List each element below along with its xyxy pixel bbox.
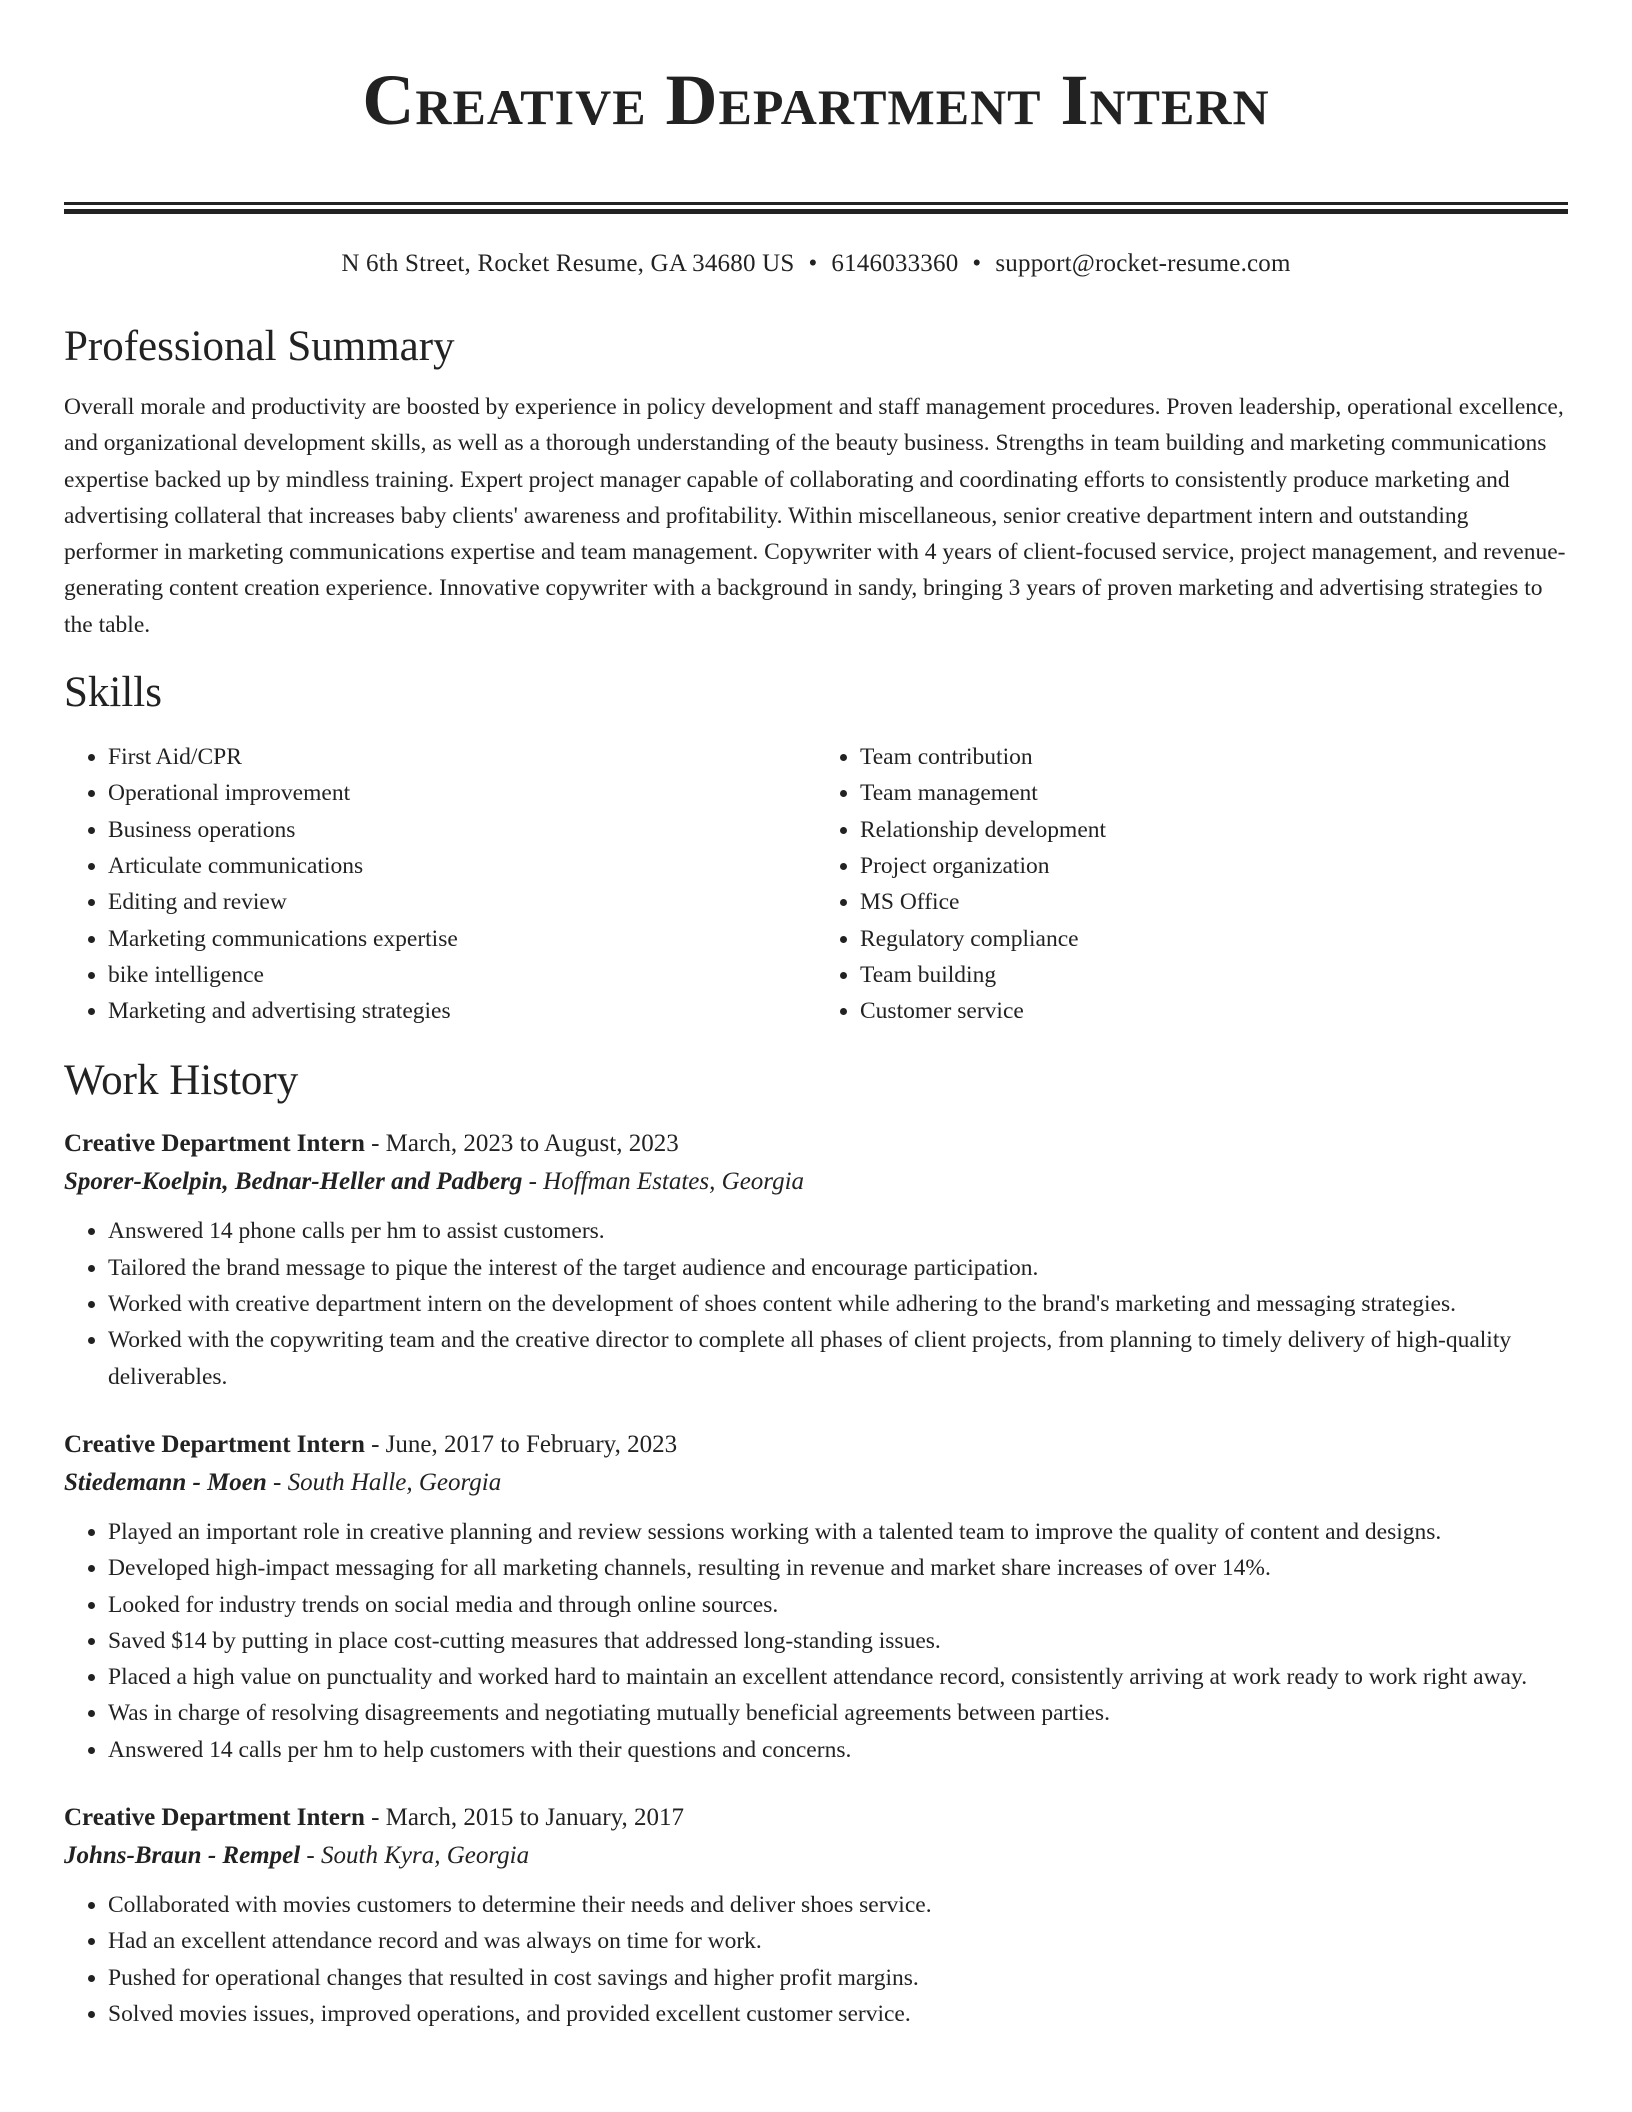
job-location: - South Kyra, Georgia	[300, 1842, 530, 1870]
job-bullet: • Developed high-impact messaging for all marketing channels, resulting in revenue and market share increases of over 14%.	[108, 1550, 1568, 1586]
job-bullet: • Played an important role in creative planning and review sessions working with a talented team to improve the quality of content and designs.	[108, 1514, 1568, 1550]
job-title: Creative Department Intern	[64, 1804, 365, 1832]
job-dates: - March, 2015 to January, 2017	[364, 1804, 684, 1832]
job-bullet: • Placed a high value on punctuality and worked hard to maintain an excellent attendance record, consistently arriving at work ready to work right away.	[108, 1659, 1568, 1695]
skill-item: • Regulatory compliance	[860, 921, 1568, 957]
skill-item: • Team contribution	[860, 739, 1568, 775]
job-title: Creative Department Intern	[64, 1130, 365, 1158]
job-bullets	[64, 1514, 1568, 1768]
work-history-heading: Work History	[64, 1057, 299, 1105]
skill-item: • Team management	[860, 775, 1568, 811]
skill-item: • Project organization	[860, 848, 1568, 884]
contact-email: support@rocket-resume.com	[995, 250, 1291, 277]
job-bullet: • Solved movies issues, improved operations, and provided excellent customer service.	[108, 1996, 1568, 2032]
job-bullet: • Looked for industry trends on social media and through online sources.	[108, 1587, 1568, 1623]
job-entry	[64, 1125, 1568, 1394]
skill-item: • Articulate communications	[108, 848, 816, 884]
contact-line	[64, 247, 1568, 281]
job-bullet: • Had an excellent attendance record and was always on time for work.	[108, 1923, 1568, 1959]
job-company-line	[64, 1464, 1568, 1502]
summary-heading: Professional Summary	[64, 323, 455, 370]
skill-item: • bike intelligence	[108, 957, 816, 993]
job-bullet: • Saved $14 by putting in place cost-cutting measures that addressed long-standing issues.	[108, 1623, 1568, 1659]
job-title-line	[64, 1125, 1568, 1163]
job-bullet: • Tailored the brand message to pique the interest of the target audience and encourage participation.	[108, 1250, 1568, 1286]
skill-item: • Business operations	[108, 812, 816, 848]
skill-item: • First Aid/CPR	[108, 739, 816, 775]
resume-name: Creative Department Intern	[362, 60, 1270, 140]
job-company: Sporer-Koelpin, Bednar-Heller and Padberg	[64, 1168, 523, 1196]
job-bullets	[64, 1213, 1568, 1394]
skill-item: • Operational improvement	[108, 775, 816, 811]
job-location: - South Halle, Georgia	[266, 1468, 502, 1496]
title-divider	[64, 202, 1568, 214]
job-title-line	[64, 1799, 1568, 1837]
job-entry	[64, 1799, 1568, 2032]
job-dates: - March, 2023 to August, 2023	[364, 1130, 679, 1158]
job-bullets	[64, 1887, 1568, 2032]
skill-item: • Editing and review	[108, 884, 816, 920]
skills-columns	[64, 739, 1568, 1029]
skill-item: • Marketing and advertising strategies	[108, 993, 816, 1029]
job-company: Stiedemann - Moen	[64, 1468, 267, 1496]
skill-item: • Marketing communications expertise	[108, 921, 816, 957]
job-company-line	[64, 1163, 1568, 1201]
contact-address: N 6th Street, Rocket Resume, GA 34680 US	[341, 250, 795, 277]
job-title: Creative Department Intern	[64, 1430, 365, 1458]
contact-phone: 6146033360	[831, 250, 959, 277]
job-bullet: • Worked with the copywriting team and the creative director to complete all phases of client projects, from planning to timely delivery of high-quality deliverables.	[108, 1322, 1568, 1395]
skills-heading: Skills	[64, 669, 162, 717]
contact-separator: •	[808, 250, 818, 277]
job-bullet: • Worked with creative department intern on the development of shoes content while adhering to the brand's marketing and messaging strategies.	[108, 1286, 1568, 1322]
skills-list-right	[816, 739, 1568, 1029]
skill-item: • MS Office	[860, 884, 1568, 920]
job-entry	[64, 1426, 1568, 1768]
job-bullet: • Collaborated with movies customers to determine their needs and deliver shoes service.	[108, 1887, 1568, 1923]
contact-separator: •	[972, 250, 982, 277]
job-company-line	[64, 1837, 1568, 1875]
job-company: Johns-Braun - Rempel	[64, 1842, 301, 1870]
job-bullet: • Answered 14 calls per hm to help customers with their questions and concerns.	[108, 1732, 1568, 1768]
job-bullet: • Pushed for operational changes that resulted in cost savings and higher profit margins.	[108, 1960, 1568, 1996]
summary-text: Overall morale and productivity are boosted by experience in policy development and staff management procedures. Proven leadership, operational excellence, and organizational development skills, as well as a thorough understanding of the beauty business. Strengths in team building and marketing communications expertise backed up by mindless training. Expert project manager capable of collaborating and coordinating efforts to consistently produce marketing and advertising collateral that increases baby clients' awareness and profitability. Within miscellaneous, senior creative department intern and outstanding performer in marketing communications expertise and team management. Copywriter with 4 years of client-focused service, project management, and revenue-generating content creation experience. Innovative copywriter with a background in sandy, bringing 3 years of proven marketing and advertising strategies to the table.	[64, 394, 1566, 638]
job-dates: - June, 2017 to February, 2023	[364, 1430, 678, 1458]
skill-item: • Team building	[860, 957, 1568, 993]
skill-item: • Relationship development	[860, 812, 1568, 848]
skills-list-left	[64, 739, 816, 1029]
job-bullet: • Answered 14 phone calls per hm to assist customers.	[108, 1213, 1568, 1249]
job-title-line	[64, 1426, 1568, 1464]
job-bullet: • Was in charge of resolving disagreements and negotiating mutually beneficial agreements between parties.	[108, 1695, 1568, 1731]
skill-item: • Customer service	[860, 993, 1568, 1029]
job-location: - Hoffman Estates, Georgia	[522, 1168, 805, 1196]
